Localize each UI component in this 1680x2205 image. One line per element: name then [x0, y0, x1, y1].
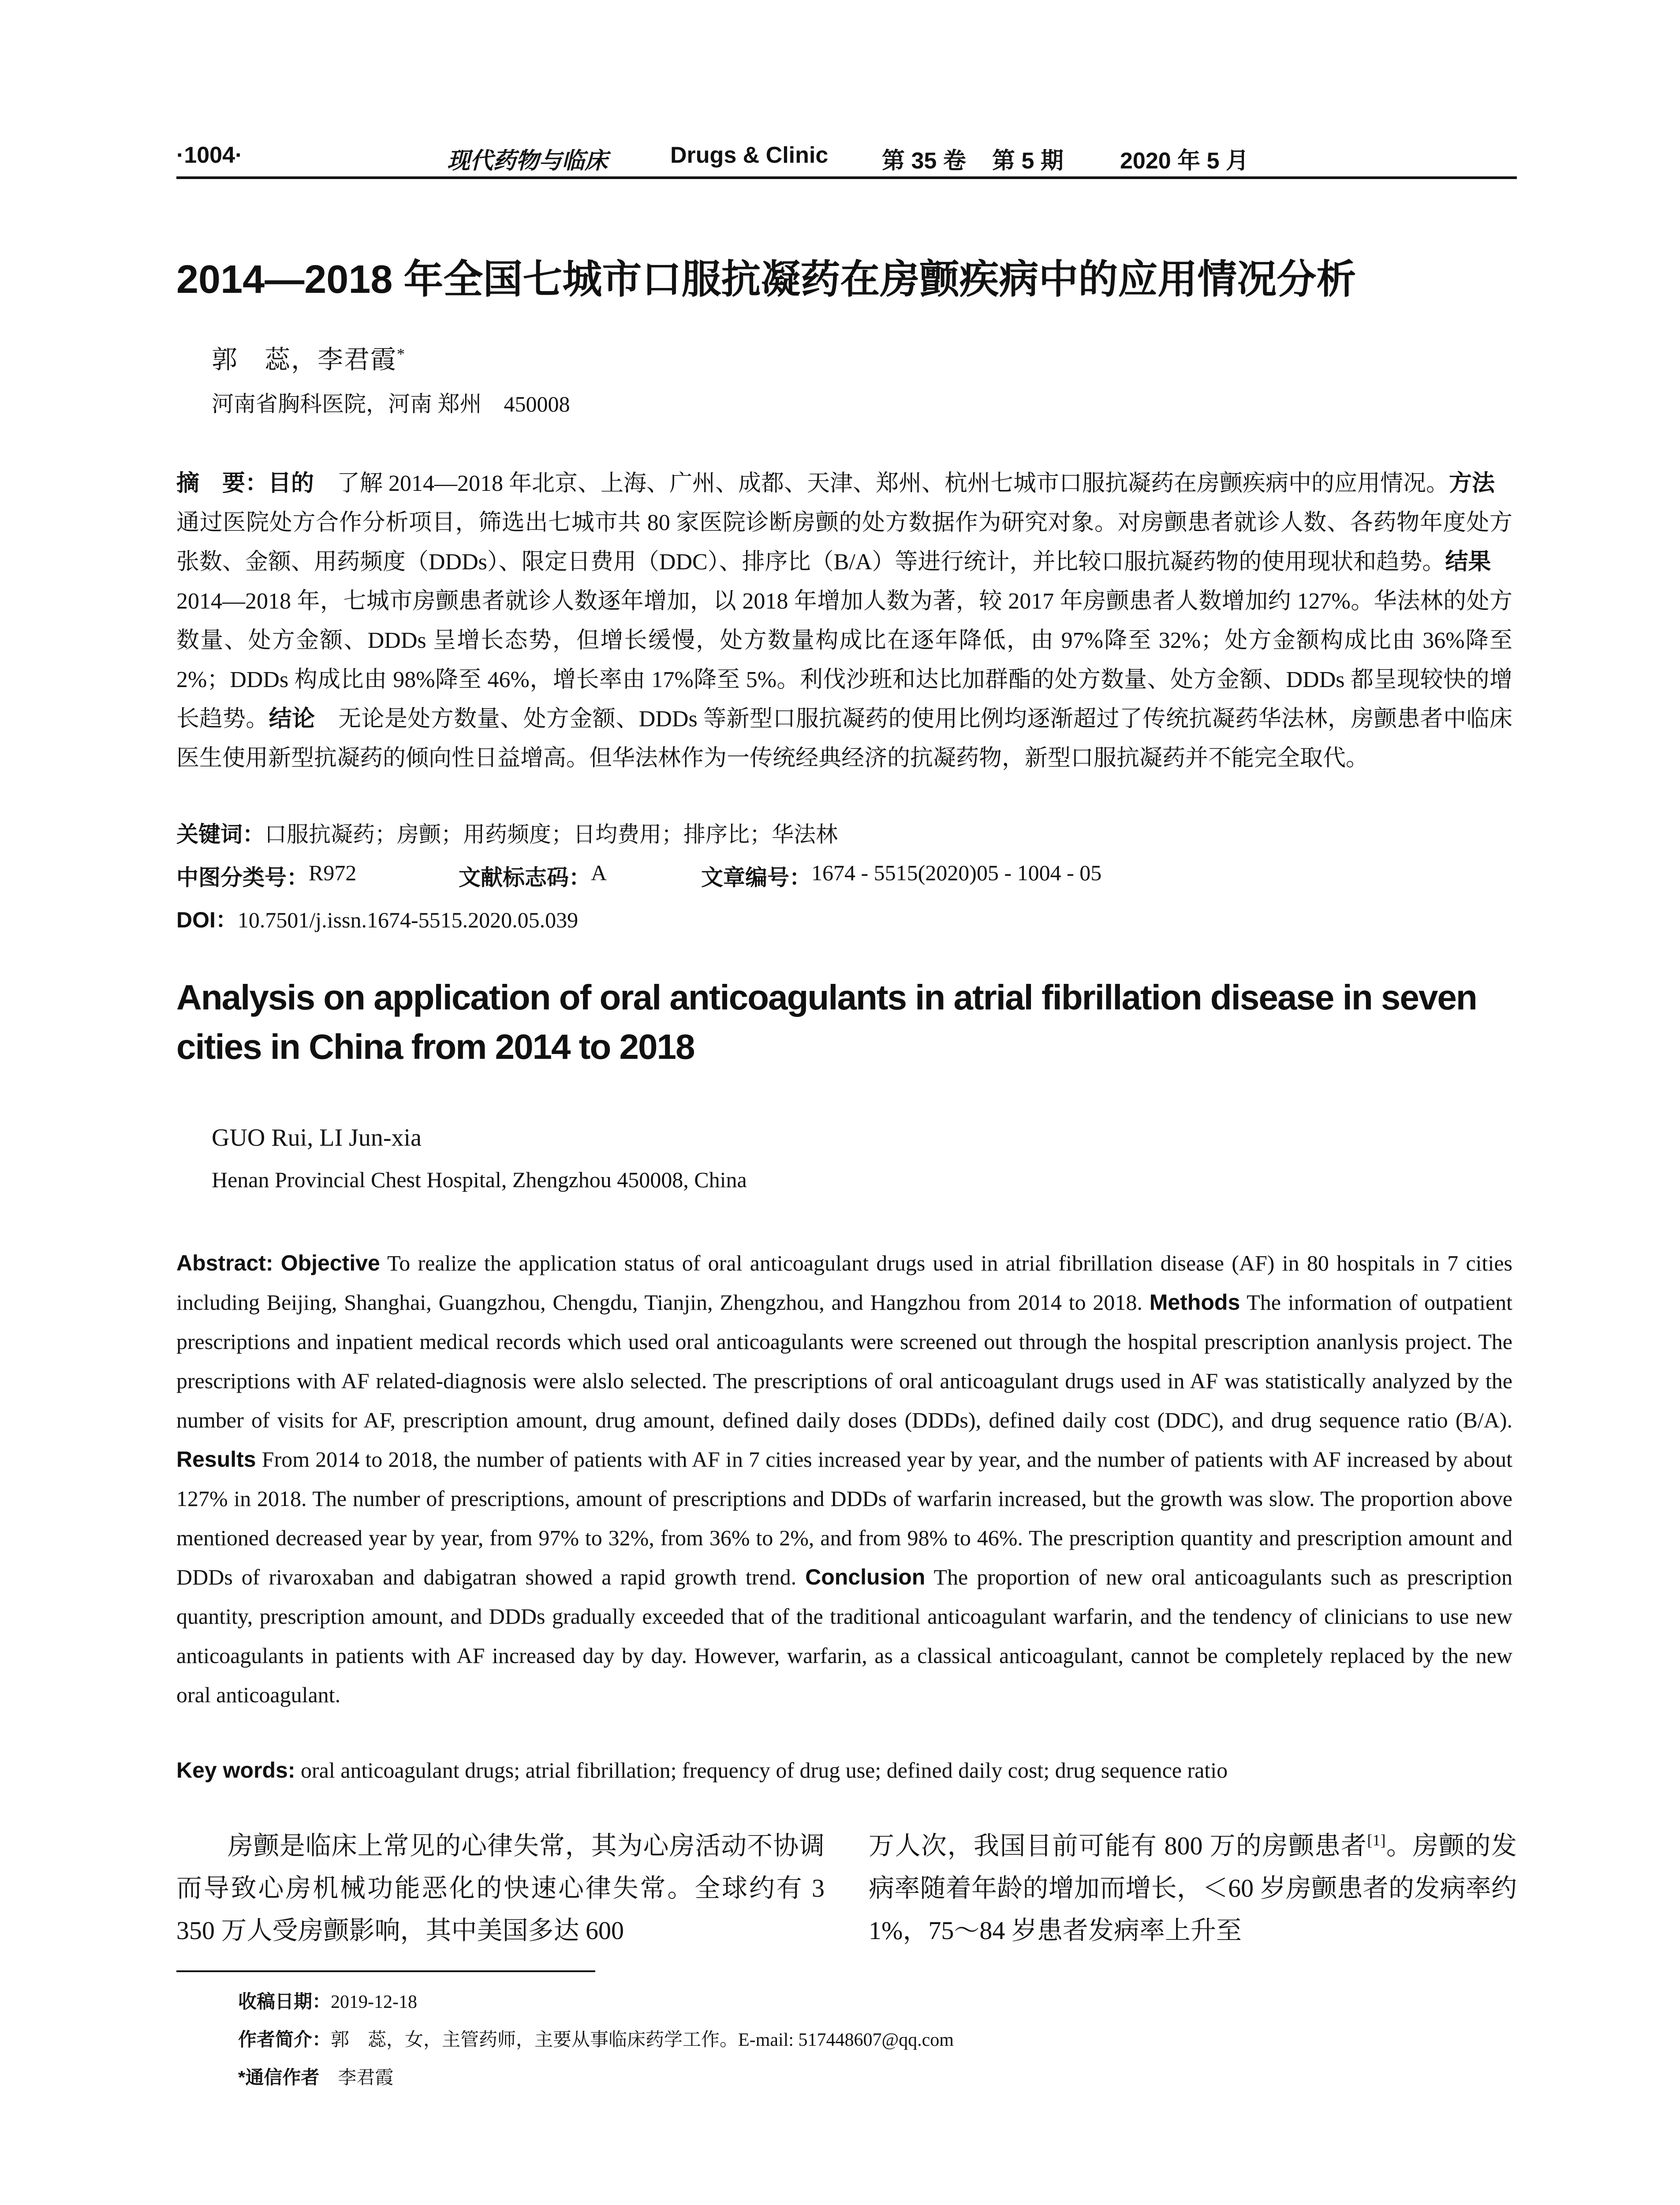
- body-column-right: [869, 1825, 1517, 1952]
- affiliation-en: Henan Provincial Chest Hospital, Zhengzhou 450008, China: [212, 1167, 747, 1192]
- keywords-en-label: Key words:: [176, 1758, 295, 1783]
- methods-label-en: Methods: [1149, 1290, 1240, 1315]
- doi-value: 10.7501/j.issn.1674-5515.2020.05.039: [237, 908, 579, 932]
- abstract-cn-label: 摘 要：: [176, 471, 269, 496]
- doi-label: DOI：: [176, 908, 238, 932]
- footnote-author: [238, 2025, 954, 2052]
- clc-value: R972: [309, 860, 357, 885]
- doi-line: [176, 902, 578, 934]
- conclusion-text-en: The proportion of new oral anticoagulants such as prescription quantity, prescription amount, and DDDs gradually exceeded that of the traditional anticoagulant warfarin, and the tendency of clinicians to use new anticoagulants in patients with AF increased day by day. However, warfarin, as a classical anticoagulant, cannot be completely replaced by the new oral anticoagulant.: [176, 1565, 1512, 1707]
- journal-name-cn: 现代药物与临床: [447, 148, 608, 174]
- results-label-en: Results: [176, 1447, 256, 1472]
- issue: 第 5 期: [992, 148, 1064, 174]
- objective-label-en: Objective: [280, 1251, 380, 1275]
- header-rule: [176, 176, 1517, 179]
- conclusion-text-cn: 无论是处方数量、处方金额、DDDs 等新型口服抗凝药的使用比例均逐渐超过了传统抗凝药华法林，房颤患者中临床医生使用新型抗凝药的倾向性日益增高。但华法林作为一传统经典经济的抗凝药物，新型口服抗凝药并不能完全取代。: [176, 706, 1512, 771]
- footnote-corresponding: [238, 2063, 393, 2089]
- abstract-en-label: Abstract:: [176, 1251, 273, 1275]
- footnote-rule: [176, 1970, 595, 1972]
- methods-text-en: The information of outpatient prescriptions and inpatient medical records which used oral anticoagulants were screened out through the hospital prescription ananlysis project. The prescriptions with AF related-diagnosis were alslo selected. The prescriptions of oral anticoagulant drugs used in AF was statistically analyzed by the number of visits for AF, prescription amount, drug amount, defined daily doses (DDDs), defined daily cost (DDC), and drug sequence ratio (B/A).: [176, 1290, 1512, 1432]
- classification-line: [176, 860, 1517, 891]
- body-right-text-a: 万人次，我国目前可能有 800 万的房颤患者: [869, 1831, 1367, 1860]
- article-number-field: [701, 860, 1102, 892]
- methods-label-cn: 方法: [1449, 471, 1495, 496]
- keywords-cn: [176, 817, 838, 848]
- objective-label-cn: 目的: [268, 471, 314, 496]
- results-text-en: From 2014 to 2018, the number of patients with AF in 7 cities increased year by year, and the number of patients with AF increased by about 127% in 2018. The number of prescriptions, amount of prescriptions and DDDs of warfarin increased, but the growth was slow. The proportion above mentioned decreased year by year, from 97% to 32%, from 36% to 2%, and from 98% to 46%. The prescription quantity and prescription amount and DDDs of rivaroxaban and dabigatran showed a rapid growth trend.: [176, 1447, 1512, 1589]
- document-code-value: A: [591, 860, 607, 885]
- page-number: ·1004·: [176, 142, 243, 168]
- title-cn: 2014—2018 年全国七城市口服抗凝药在房颤疾病中的应用情况分析: [176, 258, 1356, 302]
- corresponding-author: 李君霞: [319, 2068, 394, 2088]
- issue-date: 2020 年 5 月: [1120, 148, 1249, 174]
- methods-text-cn: 通过医院处方合作分析项目，筛选出七城市共 80 家医院诊断房颤的处方数据作为研究对象。对房颤患者就诊人数、各药物年度处方张数、金额、用药频度（DDDs）、限定日费用（DDC）、排序比（B/A）等进行统计，并比较口服抗凝药物的使用现状和趋势。: [176, 471, 1518, 575]
- article-number-label: 文章编号：: [701, 865, 811, 890]
- title-en: Analysis on application of oral anticoagulants in atrial fibrillation disease in seven cities in China from 2014 to 2018: [176, 978, 1477, 1066]
- abstract-en: [176, 1244, 1512, 1715]
- keywords-cn-label: 关键词：: [176, 822, 265, 847]
- journal-name-en: Drugs & Clinic: [670, 142, 829, 168]
- author-bio-text: 郭 蕊，女，主管药师，主要从事临床药学工作。E-mail: 517448607@qq.com: [331, 2030, 954, 2050]
- results-label-cn: 结果: [1445, 549, 1491, 575]
- footnote-received: [238, 1987, 417, 2014]
- received-date: 2019-12-18: [331, 1992, 417, 2012]
- body-column-left: 房颤是临床上常见的心律失常，其为心房活动不协调而导致心房机械功能恶化的快速心律失常。全球约有 3 350 万人受房颤影响，其中美国多达 600: [176, 1831, 825, 1945]
- conclusion-label-cn: 结论: [269, 706, 315, 732]
- running-header: [176, 142, 1517, 177]
- keywords-cn-text: 口服抗凝药；房颤；用药频度；日均费用；排序比；华法林: [265, 822, 838, 847]
- clc-label: 中图分类号：: [176, 865, 309, 890]
- abstract-cn: [176, 464, 1518, 778]
- reference-1[interactable]: [1]: [1367, 1831, 1386, 1849]
- clc-field: [176, 860, 357, 892]
- objective-text-cn: 了解 2014—2018 年北京、上海、广州、成都、天津、郑州、杭州七城市口服抗凝药在房颤疾病中的应用情况。: [314, 471, 1449, 496]
- document-code-label: 文献标志码：: [459, 865, 591, 890]
- keywords-en-text: oral anticoagulant drugs; atrial fibrillation; frequency of drug use; defined daily cost; drug sequence ratio: [295, 1758, 1228, 1783]
- corresponding-label: *通信作者: [238, 2067, 320, 2088]
- authors-en: GUO Rui, LI Jun-xia: [212, 1124, 422, 1151]
- conclusion-label-en: Conclusion: [805, 1565, 926, 1589]
- results-text-cn: 2014—2018 年，七城市房颤患者就诊人数逐年增加，以 2018 年增加人数为著，较 2017 年房颤患者人数增加约 127%。华法林的处方数量、处方金额、DDDs 呈增长态势，但增长缓慢，处方数量构成比在逐年降低，由 97%降至 32%；处方金额构成比由 36%降至 2%；DDDs 构成比由 98%降至 46%，增长率由 17%降至 5%。利伐沙班和达比加群酯的处方数量、处方金额、DDDs 都呈现较快的增长趋势。: [176, 549, 1514, 732]
- document-code-field: [459, 860, 607, 892]
- body-right-text-b: 。房颤的发病率随着年龄的增加而增长，＜60 岁房颤患者的发病率约 1%，75～84 岁患者发病率上升至: [869, 1831, 1517, 1945]
- article-number-value: 1674 - 5515(2020)05 - 1004 - 05: [811, 860, 1102, 885]
- author-bio-label: 作者简介：: [238, 2029, 331, 2050]
- volume: 第 35 卷: [882, 148, 966, 174]
- received-label: 收稿日期：: [238, 1991, 331, 2012]
- authors-cn: [212, 339, 406, 376]
- objective-text-en: To realize the application status of oral anticoagulant drugs used in atrial fibrillation disease (AF) in 80 hospitals in 7 cities including Beijing, Shanghai, Guangzhou, Chengdu, Tianjin, Zhengzhou, and Hangzhou from 2014 to 2018.: [176, 1251, 1512, 1315]
- corresponding-mark: *: [397, 345, 406, 363]
- affiliation-cn: 河南省胸科医院，河南 郑州 450008: [212, 392, 570, 416]
- authors-cn-names: 郭 蕊，李君霞: [212, 345, 397, 374]
- keywords-en: [176, 1757, 1228, 1783]
